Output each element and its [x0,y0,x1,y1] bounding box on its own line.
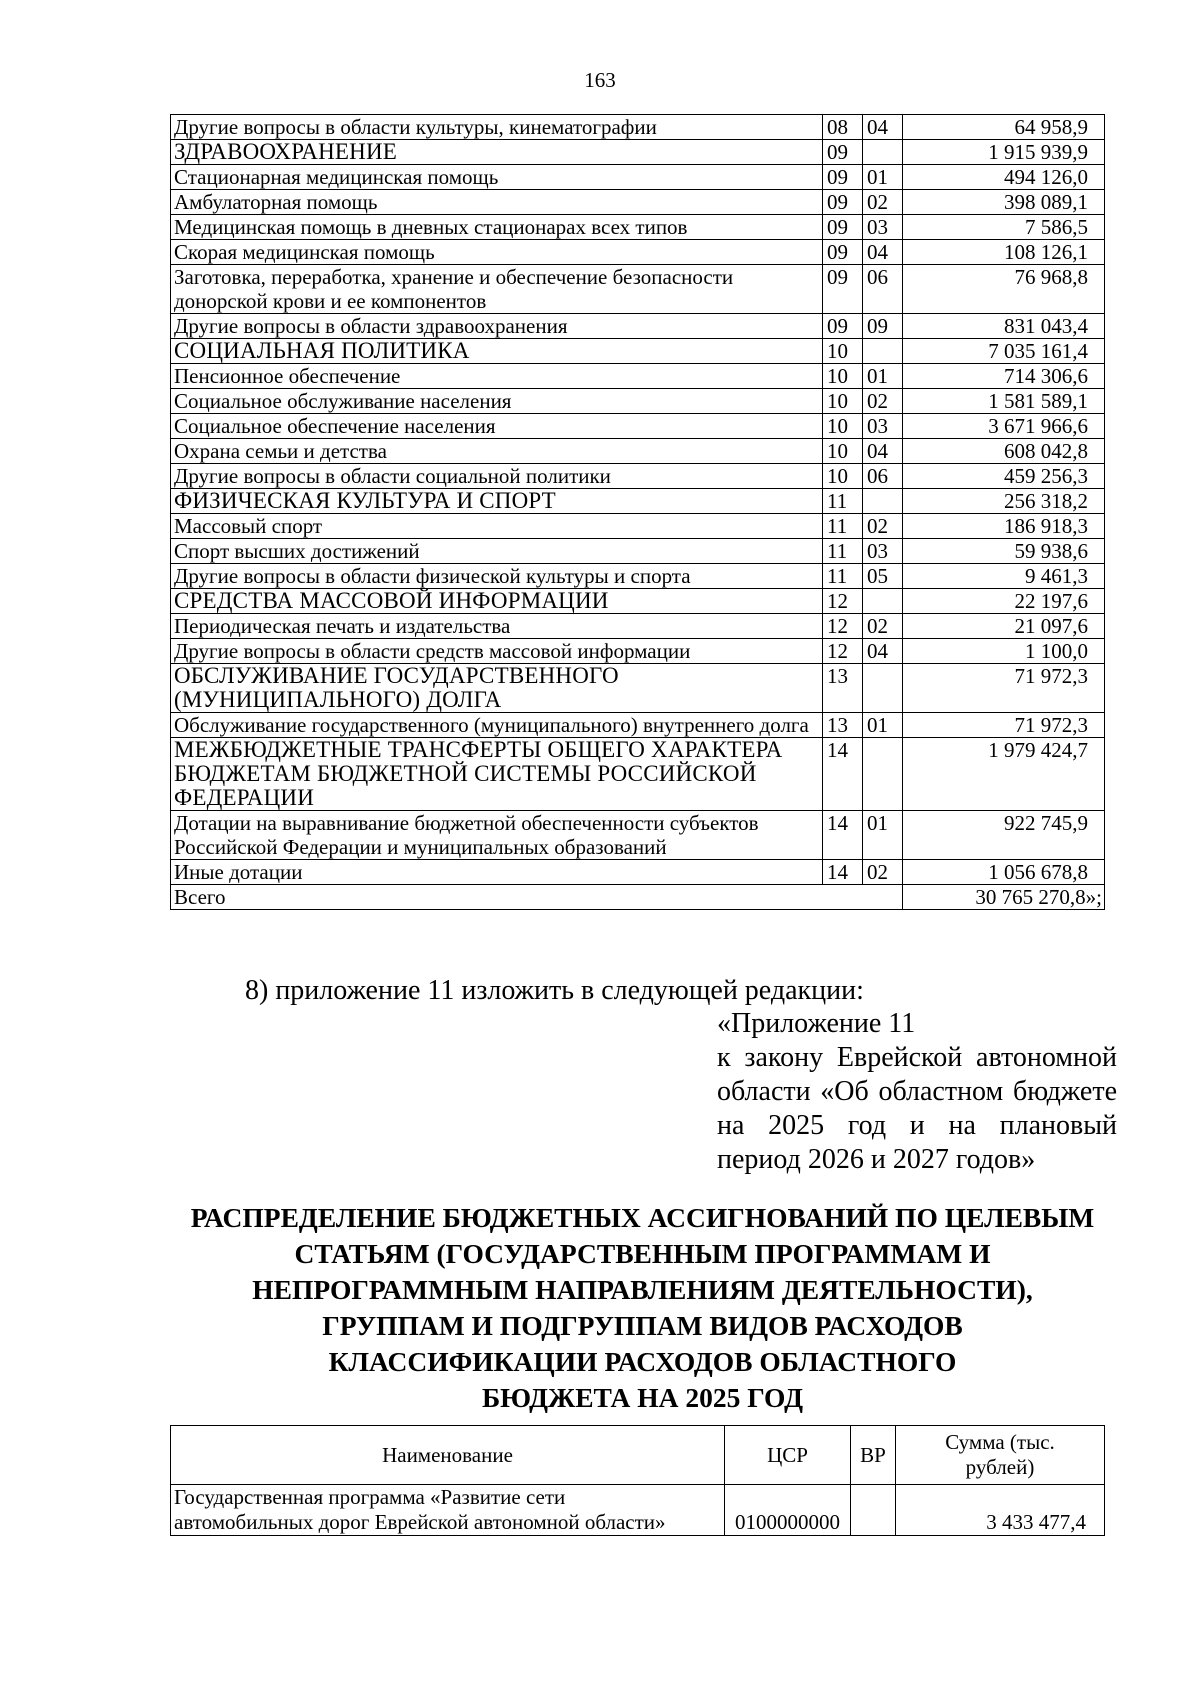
row-section-code: 11 [823,539,863,564]
row-section-code: 12 [823,614,863,639]
row-sum: 76 968,8 [903,265,1105,314]
row-sum: 3 433 477,4 [896,1485,1105,1536]
row-name: Другие вопросы в области социальной политики [171,464,823,489]
row-section-code: 09 [823,265,863,314]
row-sum: 831 043,4 [903,314,1105,339]
row-sum: 7 586,5 [903,215,1105,240]
row-sum: 7 035 161,4 [903,339,1105,364]
row-subsection-code: 01 [863,811,903,860]
row-section-code: 09 [823,314,863,339]
row-subsection-code: 04 [863,240,903,265]
row-name: СРЕДСТВА МАССОВОЙ ИНФОРМАЦИИ [171,589,823,614]
table-row [171,589,1105,614]
table-row [171,240,1105,265]
row-subsection-code: 02 [863,614,903,639]
page-number: 163 [584,68,616,92]
row-subsection-code [863,664,903,713]
row-sum: 494 126,0 [903,165,1105,190]
table-row [171,190,1105,215]
row-name: СОЦИАЛЬНАЯ ПОЛИТИКА [171,339,823,364]
row-section-code: 14 [823,811,863,860]
row-sum: 22 197,6 [903,589,1105,614]
table-row [171,339,1105,364]
row-name: Другие вопросы в области средств массовой информации [171,639,823,664]
row-section-code: 10 [823,439,863,464]
row-subsection-code [863,489,903,514]
row-section-code: 10 [823,389,863,414]
row-subsection-code [863,339,903,364]
table-row [171,664,1105,713]
row-sum: 1 056 678,8 [903,860,1105,885]
row-sum: 108 126,1 [903,240,1105,265]
total-value: 30 765 270,8»; [903,885,1105,910]
row-sum: 256 318,2 [903,489,1105,514]
row-sum: 59 938,6 [903,539,1105,564]
row-section-code: 10 [823,464,863,489]
row-subsection-code: 04 [863,439,903,464]
row-sum: 459 256,3 [903,464,1105,489]
row-section-code: 13 [823,664,863,713]
heading-line: НЕПРОГРАММНЫМ НАПРАВЛЕНИЯМ ДЕЯТЕЛЬНОСТИ), [252,1274,1033,1305]
row-subsection-code [863,589,903,614]
row-section-code: 10 [823,339,863,364]
annex-line: к закону Еврейской автономной [717,1042,1117,1073]
header-name: Наименование [171,1426,725,1485]
row-name: Обслуживание государственного (муниципального) внутреннего долга [171,713,823,738]
row-subsection-code: 06 [863,265,903,314]
row-section-code: 09 [823,240,863,265]
row-sum: 398 089,1 [903,190,1105,215]
table-row [171,639,1105,664]
expense-table [170,114,1105,910]
row-subsection-code: 09 [863,314,903,339]
amendment-instruction: 8) приложение 11 изложить в следующей редакции: [245,975,864,1006]
row-section-code: 11 [823,514,863,539]
row-subsection-code: 05 [863,564,903,589]
row-section-code: 10 [823,364,863,389]
row-sum: 922 745,9 [903,811,1105,860]
row-section-code: 12 [823,589,863,614]
annex-line: период 2026 и 2027 годов» [717,1144,1036,1175]
table-row [171,364,1105,389]
row-name: Спорт высших достижений [171,539,823,564]
row-name: МЕЖБЮДЖЕТНЫЕ ТРАНСФЕРТЫ ОБЩЕГО ХАРАКТЕРА БЮДЖЕТАМ БЮДЖЕТНОЙ СИСТЕМЫ РОССИЙСКОЙ ФЕДЕРАЦИИ [171,738,823,811]
row-name: Стационарная медицинская помощь [171,165,823,190]
row-section-code: 10 [823,414,863,439]
row-name: Социальное обслуживание населения [171,389,823,414]
heading-line: КЛАССИФИКАЦИИ РАСХОДОВ ОБЛАСТНОГО [328,1346,957,1377]
row-subsection-code: 02 [863,860,903,885]
table-row [171,811,1105,860]
header-sum-line: Сумма (тыс. [945,1430,1055,1454]
row-name [171,1485,725,1536]
row-name: Дотации на выравнивание бюджетной обеспеченности субъектов Российской Федерации и муниципальных образований [171,811,823,860]
row-section-code: 11 [823,564,863,589]
heading-line: РАСПРЕДЕЛЕНИЕ БЮДЖЕТНЫХ АССИГНОВАНИЙ ПО ЦЕЛЕВЫМ [190,1202,1095,1233]
table-row [171,614,1105,639]
row-sum: 9 461,3 [903,564,1105,589]
table-row [171,314,1105,339]
row-name-line: Государственная программа «Развитие сети [174,1485,566,1509]
table-row [171,389,1105,414]
table-row [171,165,1105,190]
annex-reference [717,1007,1117,1177]
row-sum: 71 972,3 [903,713,1105,738]
row-subsection-code: 03 [863,414,903,439]
allocation-table [170,1425,1105,1536]
row-sum: 71 972,3 [903,664,1105,713]
row-section-code: 09 [823,215,863,240]
total-row [171,885,1105,910]
row-subsection-code: 01 [863,713,903,738]
header-vr: ВР [851,1426,896,1485]
table-row [171,140,1105,165]
row-sum: 186 918,3 [903,514,1105,539]
row-name: Другие вопросы в области культуры, кинематографии [171,115,823,140]
row-sum: 608 042,8 [903,439,1105,464]
row-subsection-code: 02 [863,190,903,215]
row-section-code: 09 [823,165,863,190]
row-section-code: 09 [823,190,863,215]
row-sum: 714 306,6 [903,364,1105,389]
header-sum-line: рублей) [965,1455,1035,1479]
table-row [171,539,1105,564]
header-csr: ЦСР [725,1426,851,1485]
row-name: Амбулаторная помощь [171,190,823,215]
row-sum: 3 671 966,6 [903,414,1105,439]
row-name: Массовый спорт [171,514,823,539]
row-section-code: 09 [823,140,863,165]
table-row [171,713,1105,738]
section-heading [170,1200,1115,1416]
row-name: ФИЗИЧЕСКАЯ КУЛЬТУРА И СПОРТ [171,489,823,514]
row-section-code: 14 [823,860,863,885]
heading-line: СТАТЬЯМ (ГОСУДАРСТВЕННЫМ ПРОГРАММАМ И [294,1238,991,1269]
row-subsection-code: 06 [863,464,903,489]
table-row [171,414,1105,439]
row-vr [851,1485,896,1536]
row-subsection-code: 02 [863,389,903,414]
total-label: Всего [171,885,903,910]
table-row [171,115,1105,140]
row-subsection-code: 04 [863,115,903,140]
heading-line: БЮДЖЕТА НА 2025 ГОД [482,1382,803,1413]
table-row [171,464,1105,489]
row-name: Пенсионное обеспечение [171,364,823,389]
row-name: Охрана семьи и детства [171,439,823,464]
row-name: Другие вопросы в области физической культуры и спорта [171,564,823,589]
header-sum [896,1426,1105,1485]
allocation-header-row [171,1426,1105,1485]
row-subsection-code [863,738,903,811]
table-row [171,1485,1105,1536]
row-name-line: автомобильных дорог Еврейской автономной области» [174,1510,666,1534]
table-row [171,489,1105,514]
row-subsection-code: 04 [863,639,903,664]
row-subsection-code: 02 [863,514,903,539]
row-sum: 64 958,9 [903,115,1105,140]
table-row [171,738,1105,811]
row-section-code: 11 [823,489,863,514]
row-name: Медицинская помощь в дневных стационарах всех типов [171,215,823,240]
row-section-code: 13 [823,713,863,738]
row-subsection-code: 03 [863,215,903,240]
annex-title: «Приложение 11 [717,1008,916,1039]
row-section-code: 08 [823,115,863,140]
row-name: Скорая медицинская помощь [171,240,823,265]
row-name: Социальное обеспечение населения [171,414,823,439]
row-csr: 0100000000 [725,1485,851,1536]
row-subsection-code [863,140,903,165]
row-sum: 1 915 939,9 [903,140,1105,165]
row-section-code: 14 [823,738,863,811]
row-subsection-code: 01 [863,165,903,190]
annex-line: на 2025 год и на плановый [717,1110,1117,1141]
row-name: Периодическая печать и издательства [171,614,823,639]
row-subsection-code: 03 [863,539,903,564]
row-subsection-code: 01 [863,364,903,389]
row-name: Другие вопросы в области здравоохранения [171,314,823,339]
table-row [171,439,1105,464]
row-name: Заготовка, переработка, хранение и обеспечение безопасности донорской крови и ее компонентов [171,265,823,314]
row-name: ОБСЛУЖИВАНИЕ ГОСУДАРСТВЕННОГО (МУНИЦИПАЛЬНОГО) ДОЛГА [171,664,823,713]
annex-line: области «Об областном бюджете [717,1076,1117,1107]
row-sum: 21 097,6 [903,614,1105,639]
table-row [171,860,1105,885]
table-row [171,215,1105,240]
row-name: Иные дотации [171,860,823,885]
table-row [171,564,1105,589]
heading-line: ГРУППАМ И ПОДГРУППАМ ВИДОВ РАСХОДОВ [322,1310,963,1341]
row-sum: 1 979 424,7 [903,738,1105,811]
row-sum: 1 581 589,1 [903,389,1105,414]
table-row [171,514,1105,539]
table-row [171,265,1105,314]
row-section-code: 12 [823,639,863,664]
row-sum: 1 100,0 [903,639,1105,664]
row-name: ЗДРАВООХРАНЕНИЕ [171,140,823,165]
expense-table-body [171,115,1105,910]
